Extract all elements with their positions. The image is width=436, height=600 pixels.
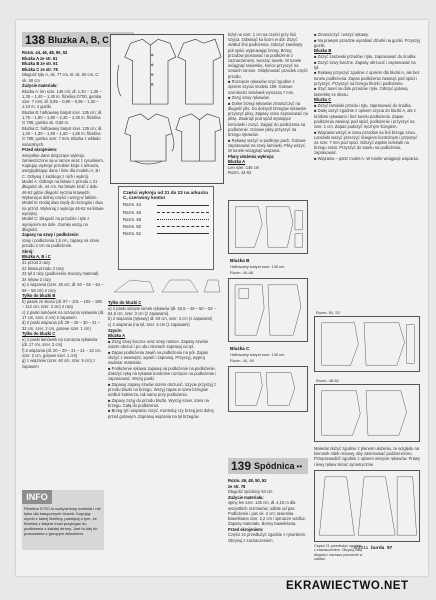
layout-plan-blouse-c	[228, 366, 308, 412]
legend-line-sample	[157, 226, 209, 227]
paragraph: b) pasek ze skosu (dł. 97 – 101 – 104 – 108 – 112 cm; szer. 3 cm) 2 razy	[22, 298, 102, 309]
blouse-technical-drawings	[110, 34, 224, 184]
paragraph: Zużycie materiału:	[228, 494, 264, 500]
brand-name: burda	[371, 546, 385, 551]
paragraph: Bluzka A, B i C	[22, 254, 51, 260]
paragraph: szwy i podłożenia 1,5 cm, zapasy na szew przodu 2 cm na podłożenie.	[22, 237, 99, 249]
pattern-number-139: 139	[231, 459, 252, 473]
paragraph: a) 2 paski odcięte lamek rękawów (dł. 46,5 – 48 – 50 – 52 – 54,5 cm, szer. 3 cm (z zapasami).	[108, 305, 217, 316]
pattern-title-139: Spódnica	[254, 461, 295, 471]
watermark: EKRAWIECTWO.NET	[286, 580, 409, 592]
instructions-column-1	[22, 50, 104, 490]
paragraph: ■ Zszyj szwy boczne oraz szwy ramion. Zapasy szwów razem obrzuć i po obu stronach zaprasuj na tył.	[108, 338, 208, 349]
paragraph: Przed skrojeniem:	[22, 147, 58, 153]
legend-row	[123, 210, 209, 215]
paragraph: ■ Dalej uszyć zgodnie z opisem szycia do bluzki A, ale z krótkimi rękawami i bez tunelu podłożenia. Zapas podłożenia zawinąć pod spód, podłożenie i przyszyć na szer. 1 cm. Zapas podszyć ręcznym ściegiem.	[314, 108, 416, 129]
paragraph: ■ Zapas podłożenia zawiń na podłożeniu na pół. Zapas złożyć z wewnątrz, wywiń i zaprasuj. Przyszyj, wypruj nadmiar materiału.	[108, 349, 209, 365]
paragraph: 22 listwa przodu 2 razy	[22, 265, 64, 271]
paragraph: Tylko do bluzki B	[22, 293, 56, 299]
paragraph: Bluzka A ze str. 61	[22, 55, 58, 61]
paragraph: Tylko do bluzki C	[108, 300, 142, 305]
paragraph: Tylko do bluzki C	[22, 331, 56, 337]
legend-line-sample	[157, 212, 209, 213]
legend-row	[123, 202, 209, 207]
legend-size-label: Rozm. 48	[123, 216, 141, 222]
legend-rows	[123, 202, 209, 236]
paragraph: ■ Wiązania – patrz model A. W tunele wciągnąć wiązania.	[314, 155, 419, 161]
paragraph: Rozm. 44, 46, 48, 50, 52	[22, 50, 68, 55]
legend-row	[123, 231, 209, 236]
legend-size-label: Rozm. 52	[123, 231, 141, 237]
legend-row	[123, 224, 209, 229]
skirt-instructions	[228, 478, 310, 570]
paragraph: Plany ułożenia wykroju:	[228, 153, 275, 159]
paragraph: Bluzka C: haftowany batyst szer. 135 cm; dł. 1,30 – 1,30 – 1,60 – 1,60 – 1,60 m; flizelina G 785; gumka szer. 7 mm. Bluzka z wkłado naturalnych.	[22, 125, 103, 147]
legend-size-label: Rozm. 44	[123, 202, 141, 208]
layout-note	[314, 446, 422, 468]
paragraph: Bluzka A	[108, 333, 126, 339]
paragraph: g) 1 wiązanie (szer. 60 cm, szer. 5 cm) z zapasem	[22, 358, 96, 369]
pattern-title: Bluzka A, B, C	[48, 34, 109, 45]
layout-plan-4852-svg	[315, 385, 419, 441]
paragraph: c) 2 paski lamówek na rozcięcia rękawów (dł. 17 cm, szer. 3 cm) 2 zapasem	[22, 309, 104, 320]
piece-outline-svg	[110, 276, 222, 296]
paragraph: ■ Na prawym przodzie wyrabiać dziurki na guziki. Przyszyj guziki.	[314, 37, 420, 48]
paragraph: ■ Brzeg tył i wiązanie zszyć. Kontroluj czy brzeg jest dobry przed gotowym. Zaprasuj wiązania na tył brzegów.	[108, 408, 214, 419]
paragraph: Model C: Długość na przodzie i tyle z wycięciem na dole. Gumkę wszyj na długości.	[22, 216, 90, 232]
paragraph: Długość spódnicy 94 cm	[228, 489, 273, 495]
paragraph: Model A: Odkroje na listwie z przodu o 21 długości ok. 44 cm. Na listwie kroić z dołu 46-52 gdzie długość ręczna krawędzi. Wykonaj w dolnej części i wszyj w fałdzie.	[22, 179, 98, 200]
paragraph: c) 2 wiązania (na tył, szer. 3 cm (z zapasami)	[108, 321, 190, 327]
paragraph: ■ Zszyć lamówki przodu i tyłu, zaprasować do środka.	[314, 102, 412, 108]
legend-line-sample	[157, 205, 209, 206]
paragraph: ■ Zmarszczyć i wszyć rękawy.	[314, 32, 369, 37]
skirt-diagram-svg	[315, 471, 419, 541]
layout-plan-c-svg	[229, 367, 307, 411]
paragraph: Bluzka A	[228, 159, 246, 165]
paragraph: Bluzka B ze str. 61	[22, 61, 58, 67]
paragraph: ■ Zszyć zaszewki przodów i tyłu, zaprasować do środka.	[314, 53, 417, 59]
blouse-sketches-svg	[111, 35, 223, 183]
pattern-pieces-legend	[118, 186, 214, 270]
legend-size-label: Rozm. 46	[123, 209, 141, 215]
layout-plan-b-svg	[229, 279, 307, 341]
paragraph: wszystkie dane dotyczące wykroju zamieszczone są w ramce wraz z rysunkiem. Kopiując wykroje przednie kroje z arkusza, uwzględniając dane i linie dla modelu A, B i C. Odrysuj z każdego z nich i wykrój.	[22, 152, 104, 179]
paragraph: ■ Zszyć szwy boczne. Zapasy obrzucić i zaprasować na tył.	[314, 59, 416, 70]
paragraph: 23 tył 2 razy (podłożenie złożony materiał)	[22, 271, 99, 277]
layout-b-size: Rozm. 44-48	[230, 270, 253, 275]
paragraph: f) 2 wiązania (dł. 20 – 20 – 21 – 21 – 22 cm, szer. 2 cm, gotowe szer. 1 cm)	[22, 347, 102, 358]
paragraph: ■ Rękawy wszyć w podkroje pach. Gotowe zaprasować na szwy lamówki. Plisy wszyć. W tunele wciągnąć wiązania.	[228, 137, 307, 154]
paragraph: Bluzka A: len szer. 145 cm; dł. 1,30 – 1,35 – 1,35 – 1,40 – 1,40 m. flizelina G700, gumka szer. 7 mm; dł. 0,85 – 0,90 – 0,95 – 1,00 – 1,10 m, 4 guziki.	[22, 88, 102, 110]
paragraph: ■ Rozcięcie rękawów szyć zgodnie z opisem szycia modelu 189. Gotowe szerokości lamówek wynoszą 7 mm.	[228, 79, 295, 95]
info-tag: INFO	[22, 490, 52, 504]
layout-b-label: Bluzka B	[230, 258, 250, 263]
paragraph: 21 przód 2 razy	[22, 259, 51, 265]
paragraph: Szycie:	[108, 327, 123, 333]
paragraph: 24 rękaw 2 razy	[22, 276, 51, 282]
layout-plan-blouse-b	[228, 278, 308, 342]
paragraph: ■ Zapasy zszyj do przodu bluzki. Wyszyj szew, szew na brzegu. Całą do podłożenia.	[108, 397, 209, 408]
page-footer	[354, 546, 392, 551]
paragraph: spiny len szer. 145 cm, dł. 4,10 m dla wszystkich rozmiarów; odbite od pas. Podłożenie i pas ok. 2 cm; tasiemka bawełniana szer. 2,2 cm i spinacze wzdłuż. Zapasy materiału. Bonny bawełniana.	[228, 500, 307, 527]
layout-plan-a-svg	[229, 201, 307, 253]
paragraph: Bluzka B	[314, 48, 332, 54]
legend-line-sample	[157, 233, 209, 234]
paragraph: ■ Dolne brzegi rękawów zmarszczyć na długość plis. Do dolnych brzegów rękawów przyszyć plisy. Zapasy szwu zaprasować na plisę. Zawinąć pod spód wystające końcówki i zszyć. Zagiąć do podłożenia na podłożenie. Gotowe plisy przyszyć na brzegu rękawów.	[228, 100, 308, 138]
skirt-note: Części 21 przedłużyć zgodnie z zaznaczeniem. Obrysuj całą długość i zaznacz ponownie w całości.	[314, 544, 363, 562]
layout-c-fabric: Haftowany batyst szer. 135 cm	[230, 352, 285, 357]
paragraph: ze str. 78	[228, 483, 246, 489]
issue-number: 9/2011	[354, 546, 369, 551]
paragraph: b) 2 wiązania (rękawy) dł. 60 cm, szer. 3 cm (z zapasami)	[108, 316, 213, 322]
paragraph: łożył na szer. 1 cm na części przy linii szycia. Odwinąć ku licom w dół. Zszyć wzdłuż linii podłożenia. Odszyć zawinięty poł spód, wypruwając brzeg. Brzeg przodów prostować na podłożenie z zaznaczeniem, tworząc tunele. W tunele wciągnąć tasiemkę, końce przyszyć na szwach ramion. Ostębnować przodek część przodu.	[228, 32, 308, 79]
pattern-139-header	[228, 458, 308, 474]
paragraph: d) 2 paski wiązania (dł. 28 – 29 – 30 – 31 – 32 cm, szer. 2 cm, gotowe szer. 1 cm)	[22, 320, 101, 331]
paragraph: ■ Szyć tunel na dole przodów i tyłu. Odszyć gotową tasiemkę ze skosu.	[314, 86, 408, 97]
paragraph: ■ Podłożenie rękawa zapasuj na podłożenie na podłożenie. Założyć ręką na rękawie kontrolne rozcięcie na podłożenie i zaprasować. Wszyj paski.	[108, 365, 217, 381]
instructions-column-2	[108, 300, 220, 540]
paragraph: Rozm. 44-52	[228, 170, 252, 176]
paragraph: Len szer. 145 cm	[228, 164, 260, 170]
layout-c-size: Rozm. 44, 46	[230, 358, 254, 363]
layout-plan-48-52	[314, 384, 420, 442]
paragraph: Zużycie materiału:	[22, 83, 58, 89]
paragraph: Bluzka C ze str. 78	[22, 66, 58, 72]
info-text: Flizelina G700 to usztywniony materiał i nie tylko dla klasycznych bluzek. Kupując wyrób z takiej flizeliny, pamiętaj o tym, że flizelina z klejem musi przylegać do podłożenia z każdej strony. Jest to klej do prasowania z gorącym żelazkiem.	[24, 506, 101, 537]
paragraph: Długość tyłu A, ok. 77 cm, B: ok. 60 cm, C: ok. 60 cm	[22, 72, 100, 83]
paragraph: ■ Zapasuj zapasy szwów razem obrzucić. Szycie przyszyj z przodu bluzki na brzegu. Wszyj zapas w szew brzegów wzdłuż kołnierza, tak samo przy podłożeniu.	[108, 381, 217, 397]
paragraph: ■ Zszyj szwy rękawów.	[228, 95, 270, 101]
piece-outline-strip	[110, 276, 222, 296]
paragraph: Bluzka C	[314, 97, 332, 103]
paragraph: Materiał złożyć zgodnie z planem ułożenia, ze względu na kierunek nitek osnowy, aby zastosować podział wzoru. Przeprowadzić zgodnie z opisem wszycie rękawów. Prawy i lewy rękaw skroić symetrycznie.	[314, 446, 421, 467]
layout-plan-50-52	[314, 316, 420, 372]
layout-b-fabric: Haftowany batyst szer. 135 cm	[230, 264, 285, 269]
page-number: 97	[387, 546, 393, 551]
layout-c-label: Bluzka C	[230, 346, 250, 351]
layout-size-48-52: Rozm. 48-52	[316, 378, 339, 383]
paragraph: Skrój:	[22, 248, 34, 254]
paragraph: Bluzka B: haftowany batyst szer. 135 cm; dł. 1,75 – 1,80 – 1,80 – 2,30 – 2,30 m. flizelina G 785; gumka ok. 0,50 m.	[22, 109, 103, 126]
paragraph: Części 21 przedłużyć zgodnie z rysunkiem. Obrysuj z zaznaczeniem.	[228, 532, 307, 543]
legend-size-label: Rozm. 50	[123, 224, 141, 230]
paragraph: Rozm. 46, 48, 50, 52	[228, 478, 267, 483]
difficulty-dots-139: ••	[296, 461, 303, 471]
paragraph: a) 2 wiązania (szer. 45 cm; dł. 50 – 52 – 54 – 56 – 58 cm) 2 razy	[22, 282, 104, 293]
paragraph: e) 2 paski lamówek na rozcięcia rękawów (dł. 17 cm, szer. 3 cm)	[22, 336, 98, 347]
paragraph: ■ Wiązania wszyć w szew przodów na linii brzegu szwu. Lamówki wszyć przeszyć ściegiem kontrolnym i przyszyć na szer. 7 mm pod spód. Odszyć wąskie lamówki na brzegu szwu. Przyszyć do tunelu na podłożeniu, zaprasować.	[314, 129, 418, 156]
paragraph: Zapasy na szwy i podłożenie:	[22, 232, 80, 238]
layout-size-50-52: Rozm. 50, 52	[316, 310, 340, 315]
pattern-number: 138	[25, 32, 46, 47]
paragraph: Model B: Dodaj dwa rzędy do brzegów i dwa na przód. Wykonaj z wykroju 46-52 na listwie wyciętej.	[22, 200, 104, 216]
layout-plan-blouse-a	[228, 200, 308, 254]
paragraph: Przed skrojeniem:	[228, 526, 264, 532]
legend-heading: Części wykroju od 21 do 23 na arkuszu C, czerwony kontur	[123, 190, 209, 201]
spacer	[110, 186, 118, 270]
legend-row	[123, 217, 209, 222]
legend-line-sample	[157, 219, 209, 220]
paragraph: ■ Rękawy przyszyć zgodnie z opisem dla bluzki A, ale bez tunelu podłożenia. Zapas podłożenia zawinąć pod spód i przyszyć. Przyszyć na brzegu bluzki i podłożeniu.	[314, 70, 420, 86]
skirt-pattern-diagram	[314, 470, 420, 542]
layout-plan-5052-svg	[315, 317, 419, 371]
